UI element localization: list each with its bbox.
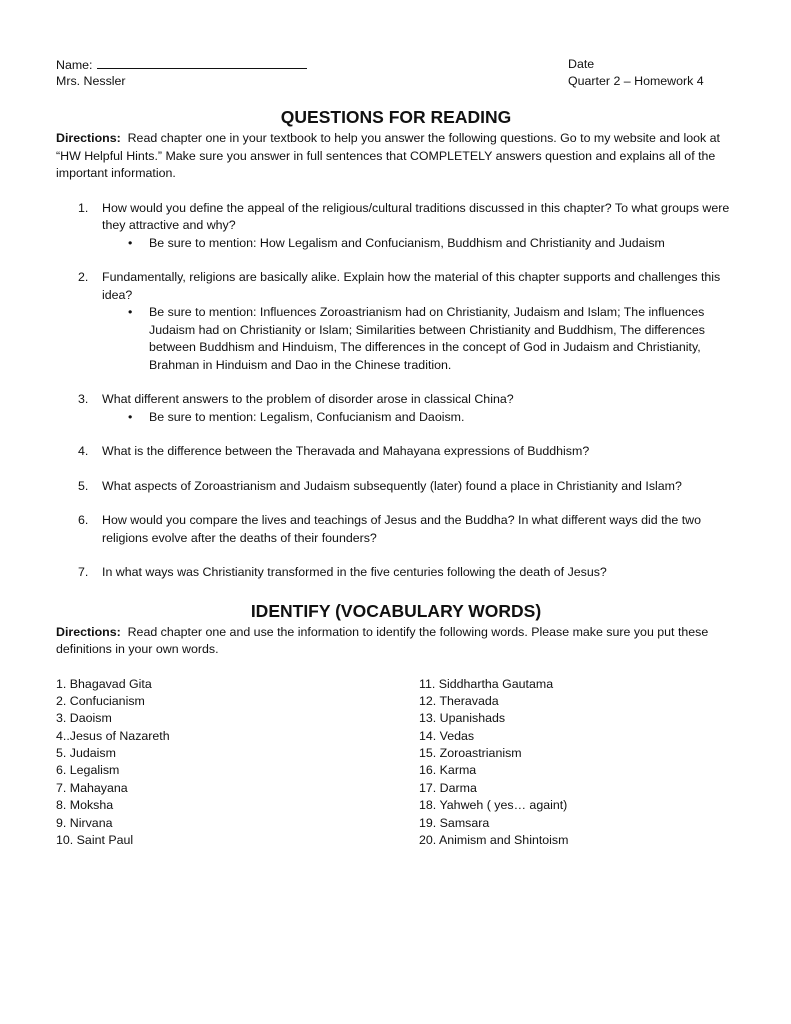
section-title-vocabulary: IDENTIFY (VOCABULARY WORDS) <box>250 600 542 621</box>
assignment-label: Quarter 2 – Homework 4 <box>568 74 704 88</box>
vocabulary-term: 14. Vedas <box>419 728 475 743</box>
vocabulary-term: 5. Judaism <box>56 746 116 761</box>
question-item <box>56 564 736 582</box>
vocabulary-term: 9. Nirvana <box>56 815 113 830</box>
vocabulary-term: 12. Theravada <box>419 693 499 708</box>
directions-questions <box>56 130 736 183</box>
directions-text: Read chapter one and use the information to identify the following words. Please make sure you put these definitions in your own words. <box>56 624 709 656</box>
vocabulary-term: 7. Mahayana <box>56 780 128 795</box>
vocabulary-term: 6. Legalism <box>56 763 120 778</box>
hint-text: Be sure to mention: Influences Zoroastrianism had on Christianity, Judaism and Islam; The influences Judaism had on Christianity or Islam; Similarities between Christianity and Buddhism, The differences between Buddhism and Hinduism, The differences in the concept of God in Judaism and Christianity, Brahman in Hinduism and Dao in the Chinese tradition. <box>149 305 705 372</box>
question-item <box>56 512 736 547</box>
directions-label: Directions: <box>56 624 121 639</box>
vocabulary-term: 18. Yahweh ( yes… againt) <box>419 798 568 813</box>
vocabulary-term: 13. Upanishads <box>419 711 506 726</box>
question-number: 3. <box>78 392 89 406</box>
vocabulary-term: 1. Bhagavad Gita <box>56 676 152 691</box>
vocabulary-list <box>56 676 736 856</box>
hint-text: Be sure to mention: Legalism, Confucianism and Daoism. <box>149 409 465 424</box>
question-text: In what ways was Christianity transformed in the five centuries following the death of Jesus? <box>102 565 607 579</box>
question-text: How would you compare the lives and teachings of Jesus and the Buddha? In what different ways did the two religions evolve after the deaths of their founders? <box>102 513 702 545</box>
bullet-icon: • <box>128 305 133 319</box>
question-number: 4. <box>78 444 89 458</box>
date-label: Date <box>568 57 595 71</box>
question-text: What different answers to the problem of disorder arose in classical China? <box>102 392 514 406</box>
directions-text: Read chapter one in your textbook to help you answer the following questions. Go to my website and look at “HW Helpful Hints.” Make sure you answer in full sentences that COMPLETELY answers question and explains all of the important information. <box>56 131 720 180</box>
document-header <box>56 56 736 92</box>
question-text: Fundamentally, religions are basically alike. Explain how the material of this chapter supports and challenges this idea? <box>102 270 721 302</box>
hint-text: Be sure to mention: How Legalism and Confucianism, Buddhism and Christianity and Judaism <box>149 235 665 250</box>
question-item <box>56 443 736 461</box>
teacher-name: Mrs. Nessler <box>56 74 126 88</box>
question-number: 2. <box>78 270 89 284</box>
question-item <box>56 391 736 426</box>
vocabulary-term: 17. Darma <box>419 780 477 795</box>
question-number: 7. <box>78 565 89 579</box>
question-text: What is the difference between the Theravada and Mahayana expressions of Buddhism? <box>102 444 590 458</box>
directions-vocabulary <box>56 624 736 659</box>
question-text: What aspects of Zoroastrianism and Judaism subsequently (later) found a place in Christianity and Islam? <box>102 478 682 493</box>
hint-bullet <box>102 235 736 253</box>
question-number: 1. <box>78 200 89 215</box>
vocabulary-column-2 <box>419 676 568 850</box>
vocabulary-term: 16. Karma <box>419 763 477 778</box>
vocabulary-term: 15. Zoroastrianism <box>419 746 522 761</box>
question-list <box>56 200 736 582</box>
question-item <box>56 200 736 253</box>
question-item <box>56 269 736 374</box>
bullet-icon: • <box>128 409 133 424</box>
vocabulary-term: 8. Moksha <box>56 798 114 813</box>
hint-bullet <box>102 409 736 427</box>
question-number: 5. <box>78 478 89 493</box>
homework-page <box>56 56 736 856</box>
vocabulary-term: 11. Siddhartha Gautama <box>419 676 554 691</box>
question-text: How would you define the appeal of the religious/cultural traditions discussed in this chapter? To what groups were they attractive and why? <box>102 200 730 232</box>
bullet-icon: • <box>128 235 133 250</box>
vocabulary-term: 20. Animism and Shintoism <box>419 833 569 848</box>
question-item <box>56 478 736 496</box>
name-label: Name: <box>56 58 93 72</box>
hint-bullet <box>102 304 736 374</box>
vocabulary-term: 2. Confucianism <box>56 693 145 708</box>
vocabulary-term: 4..Jesus of Nazareth <box>56 728 170 743</box>
question-number: 6. <box>78 513 89 527</box>
name-line <box>56 56 307 75</box>
name-blank <box>97 56 307 69</box>
vocabulary-term: 19. Samsara <box>419 815 490 830</box>
directions-label: Directions: <box>56 131 121 145</box>
section-title-questions: QUESTIONS FOR READING <box>280 107 512 127</box>
vocabulary-term: 3. Daoism <box>56 711 112 726</box>
vocabulary-term: 10. Saint Paul <box>56 833 134 848</box>
vocabulary-column-1 <box>56 676 170 850</box>
